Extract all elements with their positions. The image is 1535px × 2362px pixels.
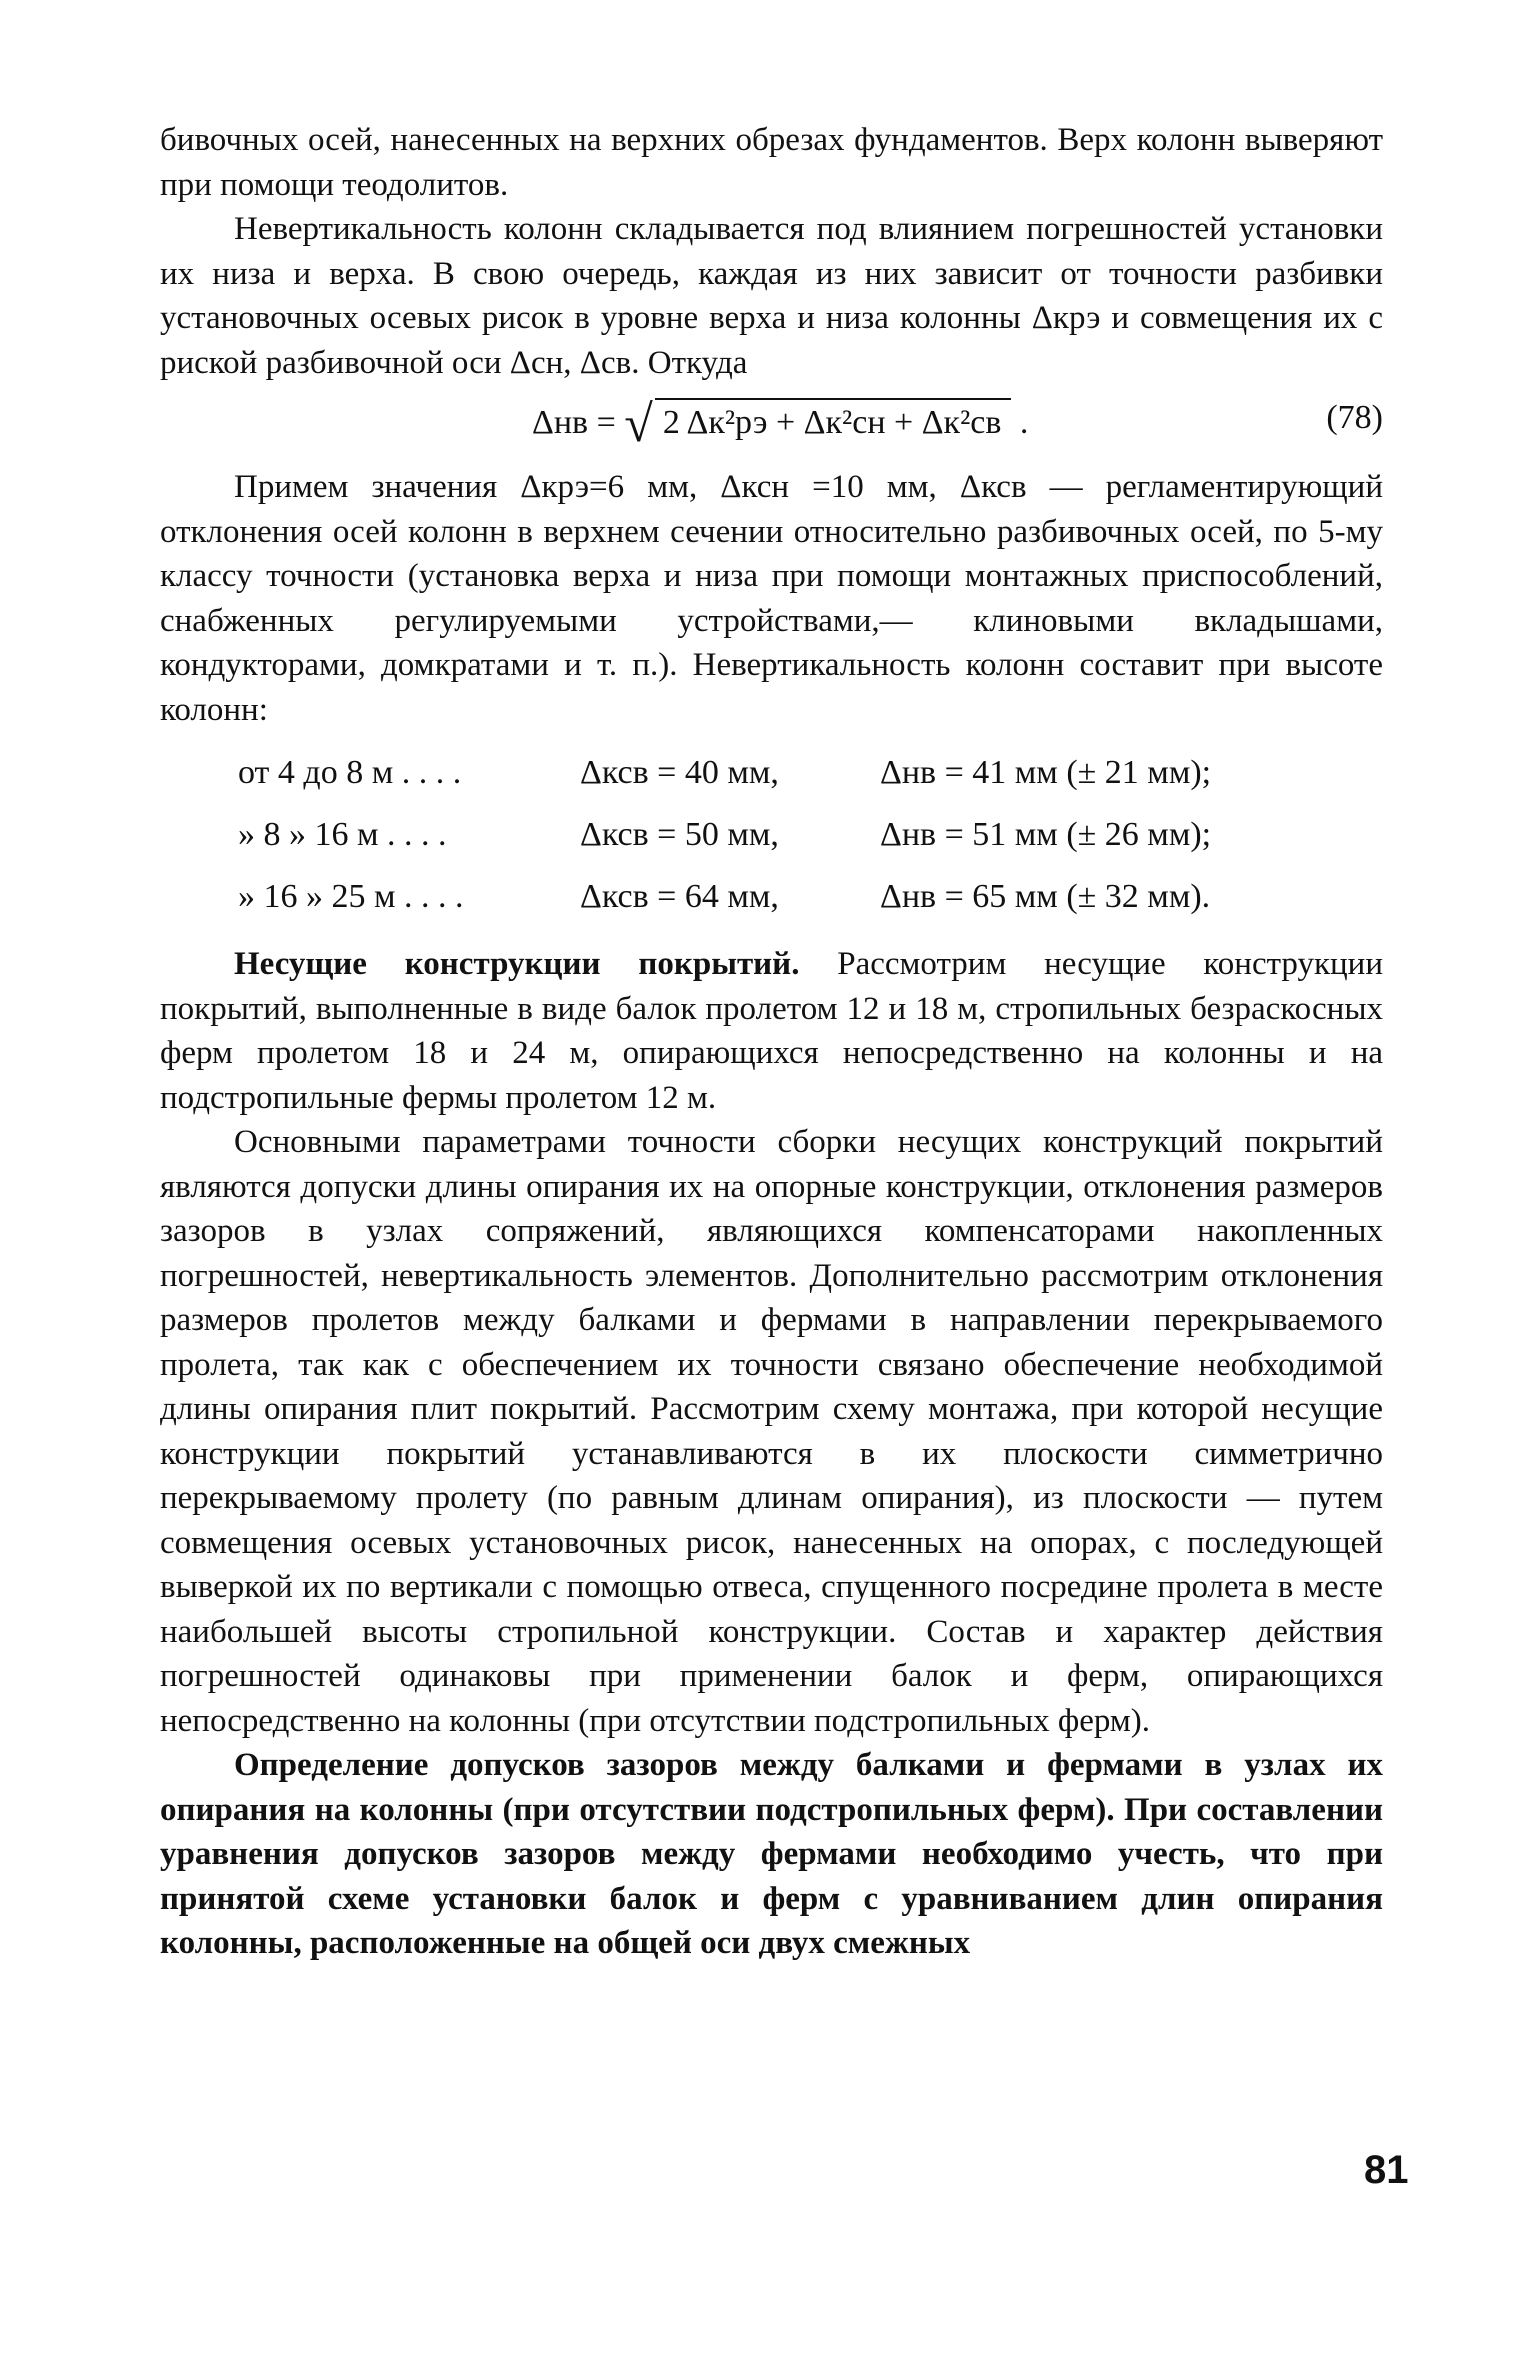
row-dnv: Δнв = 41 мм (± 21 мм); xyxy=(880,754,1212,791)
row-range: » 16 » 25 м . . . . xyxy=(238,878,464,915)
row-range: от 4 до 8 м . . . . xyxy=(238,754,462,791)
paragraph-2: Невертикальность колонн складывается под влиянием погрешностей установки их низа и верха. В свою очередь, каждая из них зависит от точности разбивки установочных осевых рисок в уровне верха и низа колонны Δкрэ и совмещения их с риской разбивочной оси Δсн, Δсв. Откуда xyxy=(160,211,1383,381)
deviation-table xyxy=(160,746,1383,932)
formula-78 xyxy=(160,389,1383,459)
row-dk: Δксв = 50 мм, xyxy=(580,816,779,853)
row-dnv: Δнв = 65 мм (± 32 мм). xyxy=(880,878,1211,915)
table-row xyxy=(160,808,1383,870)
paragraph-3: Примем значения Δкрэ=6 мм, Δксн =10 мм, Δксв — регламентирующий отклонения осей колонн в верхнем сечении относительно разбивочных осей, по 5-му классу точности (установка верха и низа при помощи монтажных приспособлений, снабженных регулируемыми устройствами,— клиновыми вкладышами, кондукторами, домкратами и т. п.). Невертикальность колонн составит при высоте колонн: xyxy=(160,469,1383,728)
paragraph-6: Определение допусков зазоров между балками и фермами в узлах их опирания на колонны (при отсутствии подстропильных ферм). При составлении уравнения допусков зазоров между фермами необходимо учесть, что при принятой схеме установки балок и ферм с уравниванием длин опирания колонны, расположенные на общей оси двух смежных xyxy=(160,1747,1383,1961)
paragraph-4 xyxy=(160,942,1383,1120)
paragraph-1: бивочных осей, нанесенных на верхних обрезах фундаментов. Верх колонн выверяют при помощи теодолитов. xyxy=(160,122,1383,203)
formula-tail: . xyxy=(1011,404,1029,441)
table-row xyxy=(160,746,1383,808)
table-row xyxy=(160,870,1383,932)
row-range: » 8 » 16 м . . . . xyxy=(238,816,447,853)
radical-sign: √ xyxy=(624,396,653,453)
formula-expression xyxy=(532,395,1028,454)
formula-lhs: Δнв = xyxy=(532,404,625,441)
formula-number: (78) xyxy=(1326,399,1383,436)
page-number: 81 xyxy=(1364,2148,1409,2192)
row-dk: Δксв = 64 мм, xyxy=(580,878,779,915)
formula-radicand: 2 Δк²рэ + Δк²сн + Δк²св xyxy=(655,398,1012,442)
paragraph-5: Основными параметрами точности сборки несущих конструкций покрытий являются допуски длины опирания их на опорные конструкции, отклонения размеров зазоров в узлах сопряжений, являющихся компенсаторами накопленных погрешностей, невертикальность элементов. Дополнительно рассмотрим отклонения размеров пролетов между балками и фермами в направлении перекрываемого пролета, так как с обеспечением их точности связано обеспечение необходимой длины опирания плит покрытий. Рассмотрим схему монтажа, при которой несущие конструкции покрытий устанавливаются в их плоскости симметрично перекрываемому пролету (по равным длинам опирания), из плоскости — путем совмещения осевых установочных рисок, нанесенных на опорах, с последующей выверкой их по вертикали с помощью отвеса, спущенного посредине пролета в месте наибольшей высоты стропильной конструкции. Состав и характер действия погрешностей одинаковы при применении балок и ферм, опирающихся непосредственно на колонны (при отсутствии подстропильных ферм). xyxy=(160,1124,1383,1739)
paragraph-4-text: Рассмотрим несущие конструкции покрытий, выполненные в виде балок пролетом 12 и 18 м, стропильных безраскосных ферм пролетом 18 и 24 м, опирающихся непосредственно на колонны и на подстропильные фермы пролетом 12 м. xyxy=(160,946,1383,1116)
row-dk: Δксв = 40 мм, xyxy=(580,754,779,791)
section-heading-roof-structures: Несущие конструкции покрытий. xyxy=(234,946,800,982)
row-dnv: Δнв = 51 мм (± 26 мм); xyxy=(880,816,1212,853)
